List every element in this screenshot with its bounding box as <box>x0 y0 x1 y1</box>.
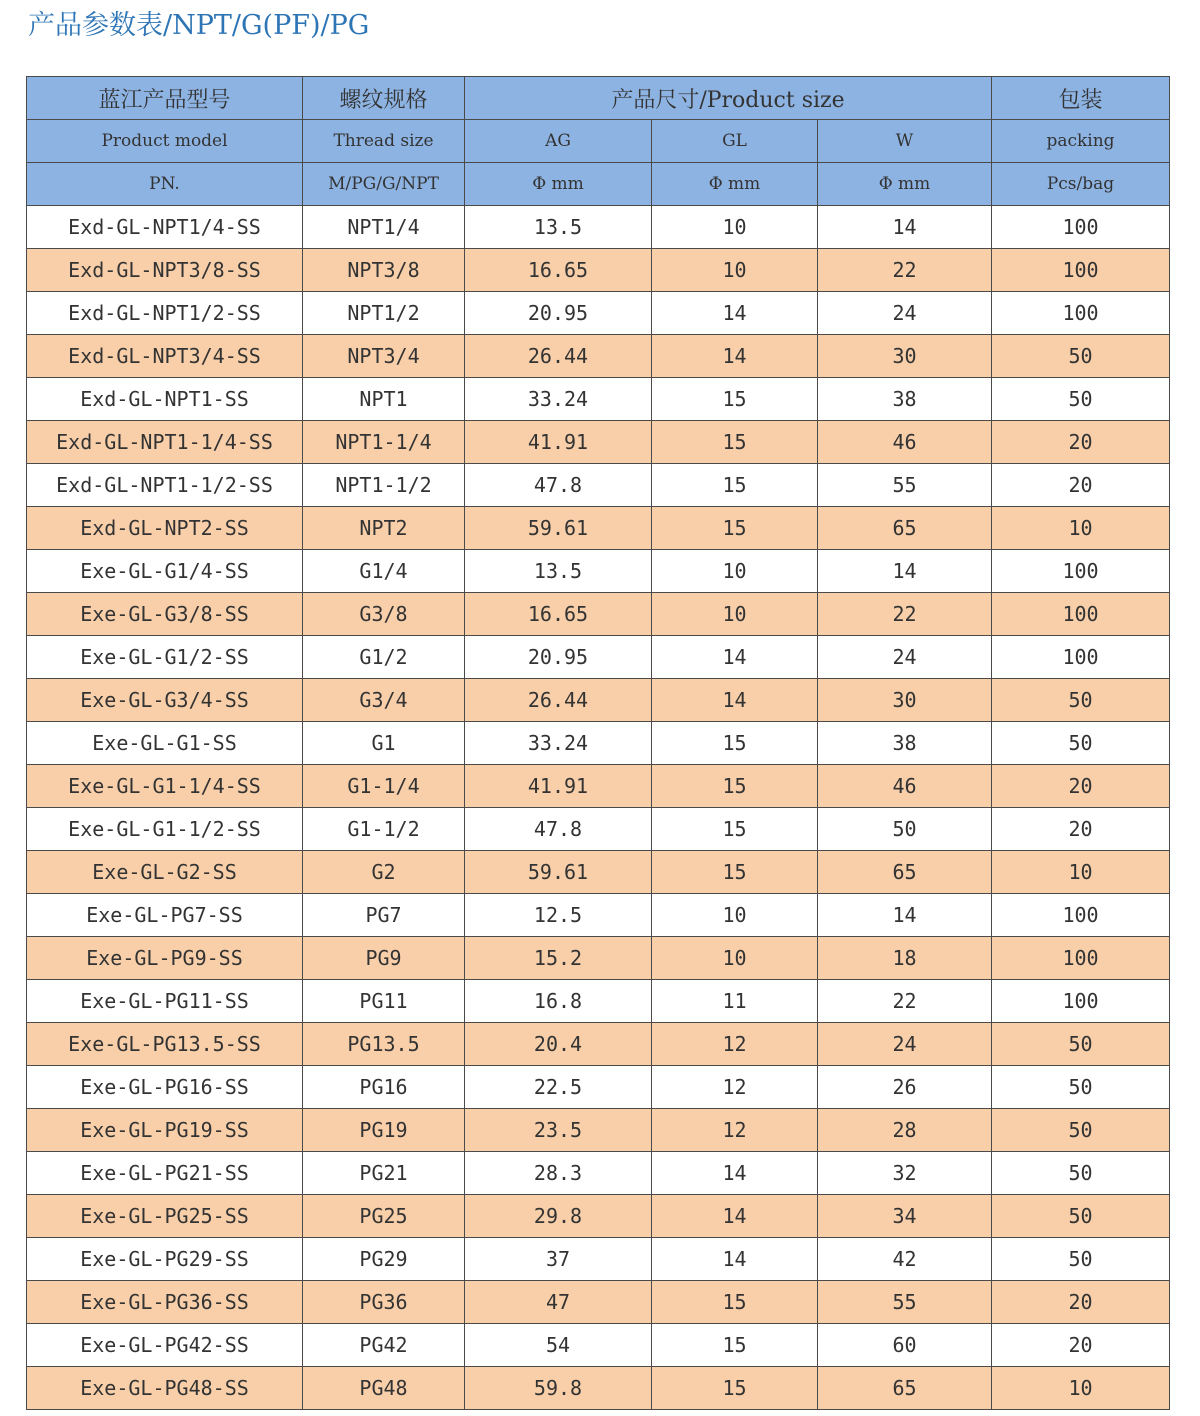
cell-ag: 12.5 <box>465 894 652 937</box>
cell-packing: 50 <box>992 722 1170 765</box>
cell-packing: 100 <box>992 980 1170 1023</box>
cell-w: 32 <box>818 1152 992 1195</box>
cell-ag: 23.5 <box>465 1109 652 1152</box>
cell-w: 26 <box>818 1066 992 1109</box>
cell-w: 50 <box>818 808 992 851</box>
cell-model: Exe-GL-G1/4-SS <box>27 550 303 593</box>
cell-model: Exd-GL-NPT3/4-SS <box>27 335 303 378</box>
table-row <box>27 851 1170 894</box>
cell-w: 38 <box>818 722 992 765</box>
table-row <box>27 894 1170 937</box>
cell-w: 46 <box>818 421 992 464</box>
cell-model: Exe-GL-PG25-SS <box>27 1195 303 1238</box>
cell-gl: 11 <box>652 980 818 1023</box>
table-row <box>27 980 1170 1023</box>
cell-w: 60 <box>818 1324 992 1367</box>
table-row <box>27 1238 1170 1281</box>
cell-thread: PG11 <box>303 980 465 1023</box>
cell-gl: 15 <box>652 421 818 464</box>
cell-model: Exe-GL-G2-SS <box>27 851 303 894</box>
cell-thread: PG7 <box>303 894 465 937</box>
cell-ag: 28.3 <box>465 1152 652 1195</box>
cell-w: 55 <box>818 464 992 507</box>
table-row <box>27 636 1170 679</box>
cell-gl: 10 <box>652 206 818 249</box>
cell-ag: 20.95 <box>465 292 652 335</box>
cell-model: Exd-GL-NPT1-SS <box>27 378 303 421</box>
cell-ag: 47.8 <box>465 808 652 851</box>
cell-gl: 14 <box>652 679 818 722</box>
cell-ag: 26.44 <box>465 679 652 722</box>
cell-model: Exd-GL-NPT1/2-SS <box>27 292 303 335</box>
table-row <box>27 808 1170 851</box>
cell-w: 14 <box>818 894 992 937</box>
cell-gl: 15 <box>652 378 818 421</box>
cell-thread: G2 <box>303 851 465 894</box>
table-row <box>27 1152 1170 1195</box>
cell-packing: 50 <box>992 1109 1170 1152</box>
cell-thread: NPT3/8 <box>303 249 465 292</box>
cell-packing: 10 <box>992 507 1170 550</box>
cell-w: 55 <box>818 1281 992 1324</box>
cell-thread: G1-1/4 <box>303 765 465 808</box>
cell-ag: 16.65 <box>465 249 652 292</box>
cell-thread: PG48 <box>303 1367 465 1410</box>
header-product-size: 产品尺寸/Product size <box>465 77 992 120</box>
cell-thread: G1-1/2 <box>303 808 465 851</box>
cell-gl: 15 <box>652 507 818 550</box>
cell-packing: 50 <box>992 679 1170 722</box>
cell-gl: 14 <box>652 292 818 335</box>
table-row <box>27 550 1170 593</box>
cell-gl: 10 <box>652 550 818 593</box>
table-row <box>27 1281 1170 1324</box>
page-title: 产品参数表/NPT/G(PF)/PG <box>28 10 370 41</box>
cell-thread: G1 <box>303 722 465 765</box>
cell-gl: 15 <box>652 765 818 808</box>
cell-packing: 10 <box>992 1367 1170 1410</box>
cell-model: Exe-GL-PG36-SS <box>27 1281 303 1324</box>
table-row <box>27 421 1170 464</box>
cell-packing: 50 <box>992 335 1170 378</box>
cell-thread: NPT1-1/2 <box>303 464 465 507</box>
cell-w: 22 <box>818 593 992 636</box>
cell-thread: PG25 <box>303 1195 465 1238</box>
cell-ag: 33.24 <box>465 722 652 765</box>
table-row <box>27 464 1170 507</box>
cell-model: Exe-GL-PG11-SS <box>27 980 303 1023</box>
cell-model: Exd-GL-NPT2-SS <box>27 507 303 550</box>
cell-ag: 41.91 <box>465 765 652 808</box>
table-row <box>27 1367 1170 1410</box>
table-row <box>27 1195 1170 1238</box>
cell-w: 14 <box>818 550 992 593</box>
cell-model: Exe-GL-PG29-SS <box>27 1238 303 1281</box>
table-row <box>27 765 1170 808</box>
cell-thread: G1/4 <box>303 550 465 593</box>
cell-model: Exe-GL-G1-1/4-SS <box>27 765 303 808</box>
cell-gl: 10 <box>652 593 818 636</box>
cell-model: Exe-GL-PG42-SS <box>27 1324 303 1367</box>
cell-w: 28 <box>818 1109 992 1152</box>
cell-ag: 13.5 <box>465 550 652 593</box>
cell-ag: 47 <box>465 1281 652 1324</box>
cell-ag: 13.5 <box>465 206 652 249</box>
cell-gl: 15 <box>652 464 818 507</box>
cell-ag: 22.5 <box>465 1066 652 1109</box>
cell-model: Exe-GL-PG9-SS <box>27 937 303 980</box>
cell-packing: 100 <box>992 292 1170 335</box>
header-w-unit: Φ mm <box>818 163 992 206</box>
cell-packing: 50 <box>992 1066 1170 1109</box>
cell-model: Exe-GL-G1-1/2-SS <box>27 808 303 851</box>
cell-gl: 10 <box>652 249 818 292</box>
cell-model: Exe-GL-PG19-SS <box>27 1109 303 1152</box>
cell-thread: PG19 <box>303 1109 465 1152</box>
header-row-1 <box>27 77 1170 120</box>
cell-gl: 10 <box>652 894 818 937</box>
cell-packing: 50 <box>992 1023 1170 1066</box>
cell-model: Exe-GL-G3/8-SS <box>27 593 303 636</box>
product-spec-table <box>26 76 1170 1410</box>
cell-ag: 20.4 <box>465 1023 652 1066</box>
cell-w: 38 <box>818 378 992 421</box>
table-row <box>27 335 1170 378</box>
cell-w: 65 <box>818 851 992 894</box>
cell-thread: G3/8 <box>303 593 465 636</box>
cell-ag: 47.8 <box>465 464 652 507</box>
cell-ag: 59.61 <box>465 507 652 550</box>
cell-gl: 15 <box>652 1281 818 1324</box>
cell-gl: 12 <box>652 1109 818 1152</box>
header-gl: GL <box>652 120 818 163</box>
cell-packing: 20 <box>992 808 1170 851</box>
cell-ag: 37 <box>465 1238 652 1281</box>
header-row-2 <box>27 120 1170 163</box>
cell-model: Exe-GL-PG16-SS <box>27 1066 303 1109</box>
table-row <box>27 1109 1170 1152</box>
header-packing-cn: 包装 <box>992 77 1170 120</box>
table-row <box>27 593 1170 636</box>
table-row <box>27 937 1170 980</box>
cell-gl: 15 <box>652 1367 818 1410</box>
cell-gl: 12 <box>652 1066 818 1109</box>
cell-thread: NPT2 <box>303 507 465 550</box>
cell-gl: 10 <box>652 937 818 980</box>
cell-ag: 15.2 <box>465 937 652 980</box>
cell-packing: 100 <box>992 550 1170 593</box>
table-row <box>27 507 1170 550</box>
cell-ag: 26.44 <box>465 335 652 378</box>
cell-thread: PG13.5 <box>303 1023 465 1066</box>
cell-packing: 20 <box>992 1324 1170 1367</box>
cell-ag: 20.95 <box>465 636 652 679</box>
cell-model: Exe-GL-PG21-SS <box>27 1152 303 1195</box>
table-row <box>27 249 1170 292</box>
cell-thread: NPT1-1/4 <box>303 421 465 464</box>
cell-packing: 50 <box>992 1195 1170 1238</box>
header-product-model: Product model <box>27 120 303 163</box>
cell-thread: NPT3/4 <box>303 335 465 378</box>
cell-w: 22 <box>818 980 992 1023</box>
cell-thread: G3/4 <box>303 679 465 722</box>
cell-ag: 16.8 <box>465 980 652 1023</box>
cell-w: 42 <box>818 1238 992 1281</box>
cell-model: Exe-GL-G1-SS <box>27 722 303 765</box>
cell-model: Exd-GL-NPT1-1/4-SS <box>27 421 303 464</box>
cell-packing: 10 <box>992 851 1170 894</box>
cell-thread: NPT1/4 <box>303 206 465 249</box>
cell-packing: 50 <box>992 1238 1170 1281</box>
cell-packing: 100 <box>992 249 1170 292</box>
cell-thread: PG42 <box>303 1324 465 1367</box>
cell-ag: 33.24 <box>465 378 652 421</box>
header-w: W <box>818 120 992 163</box>
cell-gl: 12 <box>652 1023 818 1066</box>
cell-gl: 14 <box>652 1152 818 1195</box>
cell-thread: PG9 <box>303 937 465 980</box>
cell-model: Exd-GL-NPT3/8-SS <box>27 249 303 292</box>
cell-model: Exe-GL-PG7-SS <box>27 894 303 937</box>
cell-packing: 50 <box>992 1152 1170 1195</box>
cell-gl: 14 <box>652 1238 818 1281</box>
cell-gl: 15 <box>652 722 818 765</box>
cell-gl: 15 <box>652 1324 818 1367</box>
header-row-3 <box>27 163 1170 206</box>
cell-w: 30 <box>818 335 992 378</box>
cell-ag: 54 <box>465 1324 652 1367</box>
cell-packing: 100 <box>992 636 1170 679</box>
header-packing: packing <box>992 120 1170 163</box>
cell-packing: 100 <box>992 206 1170 249</box>
cell-model: Exd-GL-NPT1-1/2-SS <box>27 464 303 507</box>
cell-packing: 100 <box>992 593 1170 636</box>
cell-w: 65 <box>818 1367 992 1410</box>
cell-packing: 100 <box>992 937 1170 980</box>
cell-w: 34 <box>818 1195 992 1238</box>
table-row <box>27 206 1170 249</box>
table-row <box>27 378 1170 421</box>
cell-w: 46 <box>818 765 992 808</box>
table-row <box>27 292 1170 335</box>
header-thread-types: M/PG/G/NPT <box>303 163 465 206</box>
cell-w: 14 <box>818 206 992 249</box>
cell-thread: NPT1 <box>303 378 465 421</box>
cell-packing: 20 <box>992 765 1170 808</box>
header-model-cn: 蓝江产品型号 <box>27 77 303 120</box>
cell-model: Exe-GL-PG48-SS <box>27 1367 303 1410</box>
cell-ag: 16.65 <box>465 593 652 636</box>
cell-gl: 15 <box>652 808 818 851</box>
cell-ag: 41.91 <box>465 421 652 464</box>
cell-thread: NPT1/2 <box>303 292 465 335</box>
cell-packing: 20 <box>992 464 1170 507</box>
cell-gl: 14 <box>652 636 818 679</box>
cell-model: Exe-GL-G3/4-SS <box>27 679 303 722</box>
cell-ag: 29.8 <box>465 1195 652 1238</box>
header-thread-cn: 螺纹规格 <box>303 77 465 120</box>
cell-gl: 14 <box>652 1195 818 1238</box>
header-packing-unit: Pcs/bag <box>992 163 1170 206</box>
cell-model: Exd-GL-NPT1/4-SS <box>27 206 303 249</box>
header-pn: PN. <box>27 163 303 206</box>
cell-gl: 14 <box>652 335 818 378</box>
cell-ag: 59.61 <box>465 851 652 894</box>
table-row <box>27 1324 1170 1367</box>
table-row <box>27 1023 1170 1066</box>
cell-w: 24 <box>818 636 992 679</box>
header-thread-size: Thread size <box>303 120 465 163</box>
cell-thread: PG36 <box>303 1281 465 1324</box>
cell-thread: PG29 <box>303 1238 465 1281</box>
cell-ag: 59.8 <box>465 1367 652 1410</box>
cell-gl: 15 <box>652 851 818 894</box>
table-body <box>27 77 1170 1410</box>
cell-w: 24 <box>818 1023 992 1066</box>
cell-w: 30 <box>818 679 992 722</box>
table-row <box>27 722 1170 765</box>
header-gl-unit: Φ mm <box>652 163 818 206</box>
cell-w: 22 <box>818 249 992 292</box>
cell-packing: 100 <box>992 894 1170 937</box>
cell-w: 24 <box>818 292 992 335</box>
cell-packing: 20 <box>992 421 1170 464</box>
cell-w: 18 <box>818 937 992 980</box>
header-ag: AG <box>465 120 652 163</box>
cell-packing: 50 <box>992 378 1170 421</box>
cell-thread: PG21 <box>303 1152 465 1195</box>
cell-model: Exe-GL-PG13.5-SS <box>27 1023 303 1066</box>
cell-model: Exe-GL-G1/2-SS <box>27 636 303 679</box>
cell-thread: PG16 <box>303 1066 465 1109</box>
cell-w: 65 <box>818 507 992 550</box>
cell-thread: G1/2 <box>303 636 465 679</box>
cell-packing: 20 <box>992 1281 1170 1324</box>
table-row <box>27 679 1170 722</box>
header-ag-unit: Φ mm <box>465 163 652 206</box>
table-row <box>27 1066 1170 1109</box>
